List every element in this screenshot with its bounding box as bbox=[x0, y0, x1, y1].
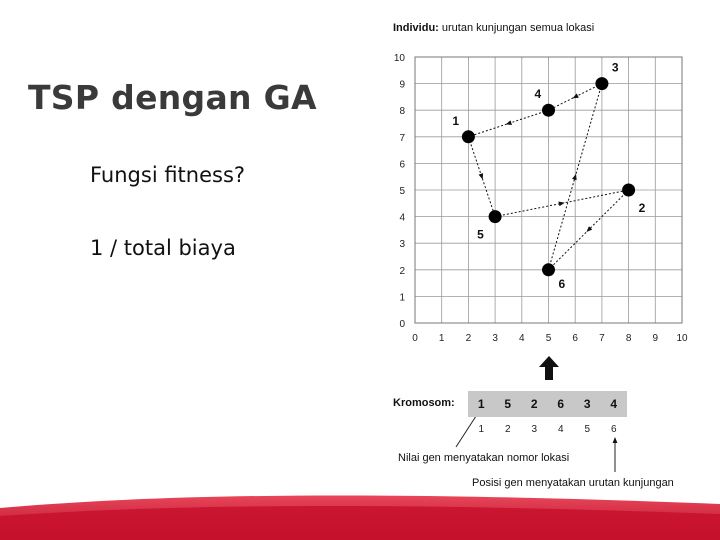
y-tick-label: 10 bbox=[393, 53, 405, 64]
x-tick-label: 4 bbox=[519, 333, 525, 344]
header-rest: urutan kunjungan semua lokasi bbox=[438, 22, 595, 34]
y-tick-label: 2 bbox=[399, 265, 405, 277]
location-label: 2 bbox=[638, 201, 646, 215]
gene-cell: 5 bbox=[495, 391, 522, 417]
position-label: 4 bbox=[557, 424, 564, 435]
position-label: 6 bbox=[610, 424, 617, 435]
y-tick-label: 6 bbox=[399, 159, 405, 171]
y-tick-label: 4 bbox=[399, 212, 405, 224]
position-label: 2 bbox=[504, 424, 511, 435]
header-bold: Individu: bbox=[393, 22, 439, 34]
x-tick-label: 9 bbox=[652, 333, 659, 344]
gene-cell: 4 bbox=[601, 391, 628, 417]
location-point bbox=[489, 210, 502, 223]
x-tick-label: 3 bbox=[492, 333, 498, 344]
x-tick-label: 0 bbox=[412, 333, 418, 344]
y-tick-label: 3 bbox=[399, 239, 405, 251]
location-label: 5 bbox=[477, 227, 484, 242]
chromosome-genes bbox=[468, 391, 627, 417]
gene-cell: 1 bbox=[468, 391, 495, 417]
tour-edge bbox=[468, 137, 495, 217]
location-label: 1 bbox=[452, 113, 460, 128]
tour-edge bbox=[468, 110, 548, 137]
x-tick-label: 10 bbox=[676, 333, 688, 344]
x-tick-label: 7 bbox=[599, 333, 605, 344]
gene-cell: 6 bbox=[548, 391, 575, 417]
location-label: 4 bbox=[534, 87, 542, 102]
tour-edge bbox=[549, 190, 629, 270]
grid bbox=[415, 57, 682, 323]
position-label: 3 bbox=[531, 424, 538, 435]
location-label: 3 bbox=[611, 60, 619, 75]
x-tick-label: 6 bbox=[572, 333, 578, 344]
x-tick-label: 2 bbox=[465, 333, 472, 344]
y-tick-label: 8 bbox=[399, 106, 405, 118]
location-point bbox=[542, 104, 555, 117]
location-label: 6 bbox=[558, 276, 566, 291]
gene-cell: 2 bbox=[521, 391, 548, 417]
slide-title: TSP dengan GA bbox=[28, 78, 317, 117]
y-tick-label: 9 bbox=[399, 79, 405, 91]
y-tick-label: 1 bbox=[399, 292, 405, 304]
position-label: 1 bbox=[478, 424, 485, 435]
x-tick-label: 8 bbox=[625, 333, 632, 344]
decorative-band bbox=[0, 490, 720, 540]
y-tick-label: 7 bbox=[399, 132, 405, 144]
gene-cell: 3 bbox=[574, 391, 601, 417]
y-tick-label: 0 bbox=[399, 319, 405, 330]
x-tick-label: 1 bbox=[438, 333, 445, 344]
chromosome-label: Kromosom: bbox=[393, 397, 455, 409]
location-point bbox=[542, 263, 555, 276]
gene-position-note: Posisi gen menyatakan urutan kunjungan bbox=[472, 477, 674, 489]
y-tick-label: 5 bbox=[399, 186, 405, 197]
location-point bbox=[462, 130, 475, 143]
up-arrow-icon bbox=[538, 355, 560, 381]
gene-value-note: Nilai gen menyatakan nomor lokasi bbox=[398, 452, 570, 464]
location-point bbox=[595, 77, 608, 90]
x-tick-label: 5 bbox=[545, 333, 552, 344]
gene-positions bbox=[468, 424, 627, 435]
fitness-question: Fungsi fitness? bbox=[90, 163, 246, 187]
fitness-answer: 1 / total biaya bbox=[90, 236, 236, 260]
tour-edge bbox=[495, 190, 628, 217]
location-point bbox=[622, 184, 635, 197]
position-label: 5 bbox=[584, 424, 591, 435]
